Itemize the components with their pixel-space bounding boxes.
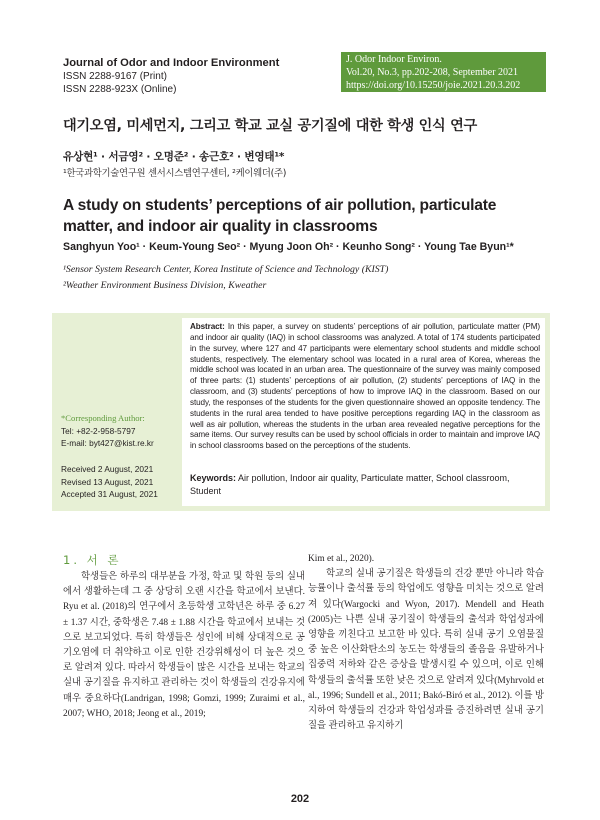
- page-number: 202: [290, 793, 310, 805]
- korean-affiliations: ¹한국과학기술연구원 센서시스템연구센터, ²케이웨더(주): [63, 168, 287, 179]
- keywords-text: Air pollution, Indoor air quality, Particulate matter, School classroom, Student: [190, 473, 510, 496]
- corresponding-author: [61, 412, 179, 450]
- date-accepted: Accepted 31 August, 2021: [61, 489, 158, 499]
- date-revised: Revised 13 August, 2021: [61, 476, 154, 487]
- english-authors: Sanghyun Yoo¹ · Keum-Young Seo² · Myung Joon Oh² · Keunho Song² · Young Tae Byun¹*: [63, 241, 514, 253]
- abstract: [190, 322, 540, 452]
- abstract-label: Abstract:: [190, 322, 225, 331]
- citation-volume: Vol.20, No.3, pp.202-208, September 2021: [346, 67, 519, 78]
- english-affiliation-2: ²Weather Environment Business Division, Kweather: [63, 280, 267, 291]
- korean-authors: 유상현¹ · 서금영² · 오명준² · 송근호² · 변영태¹*: [63, 151, 285, 163]
- citation-doi[interactable]: https://doi.org/10.15250/joie.2021.20.3.202: [346, 80, 521, 91]
- journal-name: Journal of Odor and Indoor Environment: [63, 57, 280, 69]
- korean-title: 대기오염, 미세먼지, 그리고 학교 교실 공기질에 대한 학생 인식 연구: [63, 118, 477, 134]
- body-paragraph: 학생들은 하루의 대부분을 가정, 학교 및 학원 등의 실내에서 생활하는데 그 중 상당히 오랜 시간을 학교에서 보낸다. Ryu et al. (2018)의 연구에서 초등학생 고학년은 하루 중 6.27 ± 1.37 시간, 중학생은 7.48 ± 1.88 시간을 학교에서 보내는 것으로 보고되었다. 특히 학생들은 성인에 비해 상대적으로 공기오염에 더 취약하고 이로 인한 건강위해성이 더 높은 것으로 알려져 있다. 따라서 학생들이 많은 시간을 보내는 학교의 실내 공기질을 유지하고 관리하는 것이 학생들의 건강유지에 매우 중요하다(Landrigan, 1998; Gomzi, 1999; Zuraimi et al., 2007; WHO, 2018; Jeong et al., 2019;: [63, 572, 305, 719]
- article-dates: [61, 463, 179, 501]
- date-received: Received 2 August, 2021: [61, 464, 154, 474]
- citation-journal: J. Odor Indoor Environ.: [346, 54, 442, 65]
- body-paragraph: 학교의 실내 공기질은 학생들의 건강 뿐만 아니라 학습 능률이나 출석률 등의 학업에도 영향을 미치는 것으로 알려져 있다(Wargocki and Wyon, 2017). Mendell and Heath (2005)는 나쁜 실내 공기질이 학생들의 출석과 학업성과에 영향을 끼친다고 보고한 바 있다. 특히 실내 공기 오염물질 중 높은 이산화탄소의 농도는 학생들의 졸음을 유발하거나 집중력 저하와 같은 증상을 발생시킬 수 있으며, 이로 인해 학생들의 출석률 또한 낮은 것으로 알려져 있다(Myhrvold et al., 1996; Sundell et al., 2011; Bakó-Biró et al., 2012). 이를 방지하여 학생들의 건강과 학업성과를 증진하려면 실내 공기질을 관리하고 유지하기: [308, 569, 544, 732]
- section-heading: 1. 서 론: [63, 553, 122, 567]
- corresponding-tel: Tel: +82-2-958-5797: [61, 425, 136, 436]
- issn-print: ISSN 2288-9167 (Print): [63, 71, 167, 82]
- abstract-text: In this paper, a survey on students’ perceptions of air pollution, particulate matter (PM) and indoor air quality (IAQ) in school classrooms was analyzed. A total of 174 students participated in the survey, where 127 and 47 participants were elementary school students and middle school students, respectively. The elementary school was located in a rural area of Korea, whereas the middle school was located in an urban area. The questionnaire of the survey was mainly composed of three parts: (1) students’ perceptions of air pollution, (2) students’ perceptions of IAQ in the classroom, and (3) students’ perceptions of how to improve IAQ in the classroom. Based on our study, the responses of the students for the given questionnaire showed an opposite tendency. The students in the rural area tended to have positive perceptions regarding IAQ in the classroom as well as air pollution, whereas the students in the urban area revealed negative perceptions for the same items. Our survey results can be used by school officials in order to maintain and improve IAQ in school classrooms based on the perceptions of the students.: [190, 322, 540, 451]
- citation-box: [341, 52, 546, 92]
- keywords: [190, 472, 540, 497]
- corresponding-label: *Corresponding Author:: [61, 413, 145, 423]
- english-title: A study on students’ perceptions of air pollution, particulate matter, and indoor air quality in classrooms: [63, 197, 497, 235]
- english-affiliation-1: ¹Sensor System Research Center, Korea Institute of Science and Technology (KIST): [63, 264, 389, 275]
- body-column-left: [63, 570, 305, 722]
- issn-online: ISSN 2288-923X (Online): [63, 84, 177, 95]
- keywords-label: Keywords:: [190, 473, 237, 483]
- corresponding-email[interactable]: E-mail: byt427@kist.re.kr: [61, 438, 154, 448]
- body-paragraph-continued: Kim et al., 2020).: [308, 554, 375, 564]
- journal-info: [63, 56, 333, 96]
- body-column-right: [308, 552, 544, 734]
